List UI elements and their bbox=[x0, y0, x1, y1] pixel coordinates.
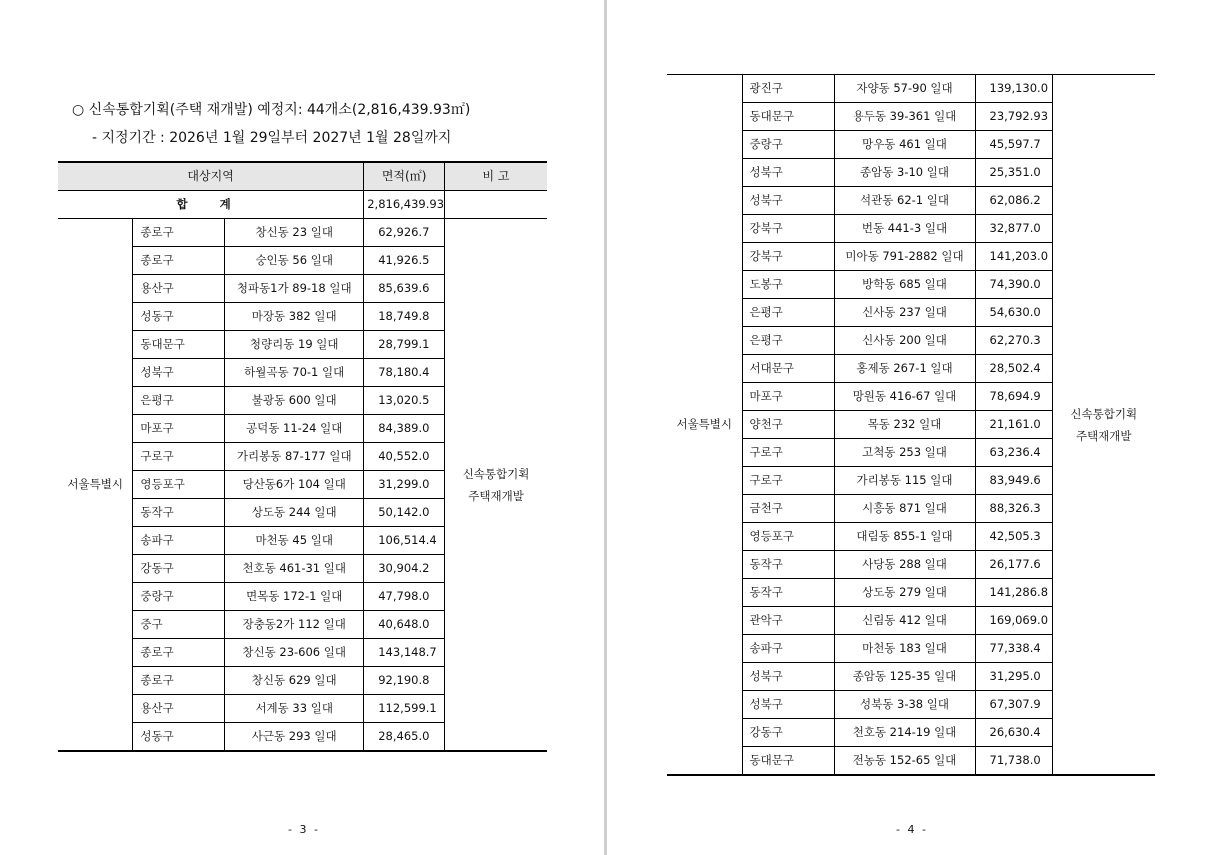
district-cell: 동작구 bbox=[742, 579, 834, 607]
area-cell: 83,949.6 bbox=[975, 467, 1052, 495]
address-cell: 고척동 253 일대 bbox=[834, 439, 975, 467]
area-cell: 30,904.2 bbox=[364, 555, 445, 583]
address-cell: 석관동 62-1 일대 bbox=[834, 187, 975, 215]
district-cell: 종로구 bbox=[133, 219, 225, 247]
address-cell: 마천동 183 일대 bbox=[834, 635, 975, 663]
table-row bbox=[667, 75, 1155, 103]
address-cell: 신사동 237 일대 bbox=[834, 299, 975, 327]
address-cell: 가리봉동 87-177 일대 bbox=[225, 443, 364, 471]
city-cell: 서울특별시 bbox=[667, 75, 742, 776]
address-cell: 마천동 45 일대 bbox=[225, 527, 364, 555]
district-cell: 동작구 bbox=[742, 551, 834, 579]
district-cell: 종로구 bbox=[133, 667, 225, 695]
note-cell bbox=[445, 219, 547, 752]
area-cell: 47,798.0 bbox=[364, 583, 445, 611]
document-title: ○ 신속통합기획(주택 재개발) 예정지: 44개소(2,816,439.93㎡) bbox=[72, 102, 471, 118]
address-cell: 용두동 39-361 일대 bbox=[834, 103, 975, 131]
total-note bbox=[445, 191, 547, 219]
total-area: 2,816,439.93 bbox=[364, 191, 445, 219]
district-cell: 성북구 bbox=[742, 663, 834, 691]
district-cell: 강동구 bbox=[133, 555, 225, 583]
address-cell: 창신동 23-606 일대 bbox=[225, 639, 364, 667]
area-cell: 25,351.0 bbox=[975, 159, 1052, 187]
area-cell: 62,086.2 bbox=[975, 187, 1052, 215]
note-line-2: 주택재개발 bbox=[468, 488, 524, 503]
address-cell: 종암동 125-35 일대 bbox=[834, 663, 975, 691]
area-cell: 78,180.4 bbox=[364, 359, 445, 387]
area-cell: 28,502.4 bbox=[975, 355, 1052, 383]
note-line-1: 신속통합기획 bbox=[1070, 406, 1138, 421]
area-cell: 139,130.0 bbox=[975, 75, 1052, 103]
area-cell: 141,286.8 bbox=[975, 579, 1052, 607]
address-cell: 당산동6가 104 일대 bbox=[225, 471, 364, 499]
area-cell: 143,148.7 bbox=[364, 639, 445, 667]
area-cell: 71,738.0 bbox=[975, 747, 1052, 776]
district-cell: 도봉구 bbox=[742, 271, 834, 299]
table-row bbox=[58, 219, 547, 247]
area-cell: 40,648.0 bbox=[364, 611, 445, 639]
address-cell: 사근동 293 일대 bbox=[225, 723, 364, 752]
district-cell: 영등포구 bbox=[133, 471, 225, 499]
area-cell: 62,270.3 bbox=[975, 327, 1052, 355]
address-cell: 청파동1가 89-18 일대 bbox=[225, 275, 364, 303]
district-cell: 용산구 bbox=[133, 695, 225, 723]
address-cell: 숭인동 56 일대 bbox=[225, 247, 364, 275]
area-cell: 85,639.6 bbox=[364, 275, 445, 303]
address-cell: 청량리동 19 일대 bbox=[225, 331, 364, 359]
district-cell: 강북구 bbox=[742, 243, 834, 271]
address-cell: 시흥동 871 일대 bbox=[834, 495, 975, 523]
district-cell: 용산구 bbox=[133, 275, 225, 303]
area-cell: 50,142.0 bbox=[364, 499, 445, 527]
address-cell: 천호동 461-31 일대 bbox=[225, 555, 364, 583]
address-cell: 면목동 172-1 일대 bbox=[225, 583, 364, 611]
designation-table-left bbox=[58, 161, 547, 752]
district-cell: 중랑구 bbox=[133, 583, 225, 611]
district-cell: 동대문구 bbox=[742, 103, 834, 131]
district-cell: 은평구 bbox=[742, 327, 834, 355]
district-cell: 영등포구 bbox=[742, 523, 834, 551]
area-cell: 141,203.0 bbox=[975, 243, 1052, 271]
district-cell: 송파구 bbox=[742, 635, 834, 663]
area-cell: 92,190.8 bbox=[364, 667, 445, 695]
area-cell: 74,390.0 bbox=[975, 271, 1052, 299]
address-cell: 대림동 855-1 일대 bbox=[834, 523, 975, 551]
district-cell: 구로구 bbox=[133, 443, 225, 471]
area-cell: 41,926.5 bbox=[364, 247, 445, 275]
address-cell: 신사동 200 일대 bbox=[834, 327, 975, 355]
area-cell: 23,792.93 bbox=[975, 103, 1052, 131]
area-cell: 28,465.0 bbox=[364, 723, 445, 752]
district-cell: 관악구 bbox=[742, 607, 834, 635]
address-cell: 방학동 685 일대 bbox=[834, 271, 975, 299]
address-cell: 서계동 33 일대 bbox=[225, 695, 364, 723]
area-cell: 45,597.7 bbox=[975, 131, 1052, 159]
address-cell: 목동 232 일대 bbox=[834, 411, 975, 439]
district-cell: 성북구 bbox=[742, 187, 834, 215]
address-cell: 종암동 3-10 일대 bbox=[834, 159, 975, 187]
district-cell: 송파구 bbox=[133, 527, 225, 555]
area-cell: 42,505.3 bbox=[975, 523, 1052, 551]
district-cell: 광진구 bbox=[742, 75, 834, 103]
document-page-right bbox=[607, 0, 1211, 855]
district-cell: 동대문구 bbox=[742, 747, 834, 776]
address-cell: 홍제동 267-1 일대 bbox=[834, 355, 975, 383]
address-cell: 하월곡동 70-1 일대 bbox=[225, 359, 364, 387]
district-cell: 금천구 bbox=[742, 495, 834, 523]
area-cell: 32,877.0 bbox=[975, 215, 1052, 243]
area-cell: 169,069.0 bbox=[975, 607, 1052, 635]
page-number: - 3 - bbox=[288, 823, 320, 836]
area-cell: 31,295.0 bbox=[975, 663, 1052, 691]
district-cell: 성동구 bbox=[133, 723, 225, 752]
address-cell: 번동 441-3 일대 bbox=[834, 215, 975, 243]
district-cell: 성북구 bbox=[133, 359, 225, 387]
district-cell: 마포구 bbox=[742, 383, 834, 411]
district-cell: 중구 bbox=[133, 611, 225, 639]
area-cell: 40,552.0 bbox=[364, 443, 445, 471]
district-cell: 은평구 bbox=[742, 299, 834, 327]
designation-table-right bbox=[667, 74, 1155, 776]
area-cell: 78,694.9 bbox=[975, 383, 1052, 411]
district-cell: 구로구 bbox=[742, 467, 834, 495]
address-cell: 천호동 214-19 일대 bbox=[834, 719, 975, 747]
address-cell: 상도동 279 일대 bbox=[834, 579, 975, 607]
address-cell: 가리봉동 115 일대 bbox=[834, 467, 975, 495]
address-cell: 불광동 600 일대 bbox=[225, 387, 364, 415]
address-cell: 사당동 288 일대 bbox=[834, 551, 975, 579]
district-cell: 구로구 bbox=[742, 439, 834, 467]
area-cell: 106,514.4 bbox=[364, 527, 445, 555]
district-cell: 성북구 bbox=[742, 691, 834, 719]
address-cell: 망우동 461 일대 bbox=[834, 131, 975, 159]
address-cell: 창신동 629 일대 bbox=[225, 667, 364, 695]
district-cell: 동작구 bbox=[133, 499, 225, 527]
note-cell bbox=[1052, 75, 1155, 776]
total-label: 합 계 bbox=[58, 191, 364, 219]
area-cell: 26,630.4 bbox=[975, 719, 1052, 747]
page-number: - 4 - bbox=[896, 823, 928, 836]
district-cell: 강북구 bbox=[742, 215, 834, 243]
address-cell: 신림동 412 일대 bbox=[834, 607, 975, 635]
header-area: 면적(㎡) bbox=[364, 162, 445, 191]
address-cell: 상도동 244 일대 bbox=[225, 499, 364, 527]
area-cell: 62,926.7 bbox=[364, 219, 445, 247]
area-cell: 54,630.0 bbox=[975, 299, 1052, 327]
area-cell: 112,599.1 bbox=[364, 695, 445, 723]
note-line-1: 신속통합기획 bbox=[462, 466, 530, 481]
district-cell: 성북구 bbox=[742, 159, 834, 187]
area-cell: 88,326.3 bbox=[975, 495, 1052, 523]
address-cell: 자양동 57-90 일대 bbox=[834, 75, 975, 103]
header-region: 대상지역 bbox=[58, 162, 364, 191]
district-cell: 서대문구 bbox=[742, 355, 834, 383]
address-cell: 미아동 791-2882 일대 bbox=[834, 243, 975, 271]
district-cell: 성동구 bbox=[133, 303, 225, 331]
area-cell: 67,307.9 bbox=[975, 691, 1052, 719]
district-cell: 종로구 bbox=[133, 639, 225, 667]
area-cell: 18,749.8 bbox=[364, 303, 445, 331]
area-cell: 31,299.0 bbox=[364, 471, 445, 499]
header-note: 비 고 bbox=[445, 162, 547, 191]
address-cell: 성북동 3-38 일대 bbox=[834, 691, 975, 719]
document-page-left bbox=[0, 0, 604, 855]
district-cell: 강동구 bbox=[742, 719, 834, 747]
address-cell: 망원동 416-67 일대 bbox=[834, 383, 975, 411]
area-cell: 63,236.4 bbox=[975, 439, 1052, 467]
area-cell: 21,161.0 bbox=[975, 411, 1052, 439]
address-cell: 전농동 152-65 일대 bbox=[834, 747, 975, 776]
address-cell: 창신동 23 일대 bbox=[225, 219, 364, 247]
area-cell: 13,020.5 bbox=[364, 387, 445, 415]
district-cell: 마포구 bbox=[133, 415, 225, 443]
district-cell: 양천구 bbox=[742, 411, 834, 439]
address-cell: 공덕동 11-24 일대 bbox=[225, 415, 364, 443]
district-cell: 은평구 bbox=[133, 387, 225, 415]
note-line-2: 주택재개발 bbox=[1075, 428, 1132, 443]
area-cell: 26,177.6 bbox=[975, 551, 1052, 579]
designation-period: - 지정기간 : 2026년 1월 29일부터 2027년 1월 28일까지 bbox=[92, 130, 452, 146]
area-cell: 77,338.4 bbox=[975, 635, 1052, 663]
district-cell: 동대문구 bbox=[133, 331, 225, 359]
district-cell: 종로구 bbox=[133, 247, 225, 275]
district-cell: 중랑구 bbox=[742, 131, 834, 159]
area-cell: 28,799.1 bbox=[364, 331, 445, 359]
address-cell: 마장동 382 일대 bbox=[225, 303, 364, 331]
area-cell: 84,389.0 bbox=[364, 415, 445, 443]
address-cell: 장충동2가 112 일대 bbox=[225, 611, 364, 639]
city-cell: 서울특별시 bbox=[58, 219, 133, 752]
